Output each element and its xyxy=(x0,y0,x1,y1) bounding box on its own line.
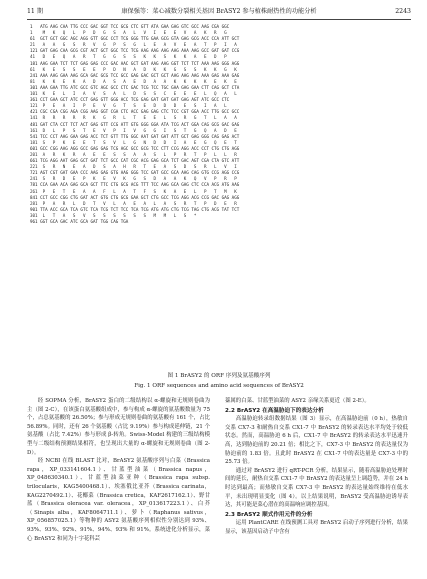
sequence-nucleotide-row: 481 GAT CTA CCT TCT ACT GAG GTT CCG ATT GTG GGG GGA ATA TCG ACT GGA CAG GCG GAC GAG xyxy=(30,121,240,127)
sequence-amino-acid-row: 61 K E S S E E P D N A D K K G S S K K G K xyxy=(30,66,237,72)
sequence-nucleotide-row: 241 AAA AAG GAA AAG GCA GAC GCG TCC GCC GAG GAC GCT GCT AAG AAG AAG AAA GAG AAA GAG xyxy=(30,72,240,78)
running-title: 康保强等：菜心减数分裂相关基因 BrASY2 参与植株耐热性的功能分析 xyxy=(121,8,317,15)
sequence-nucleotide-row: 961 GGT GCA GAC ATC GCA GAT TGG CAG TGA xyxy=(30,219,129,224)
sequence-amino-acid-row: 101 K E L I A V S A L D S S C E E E L Q A L xyxy=(30,91,237,97)
sequence-amino-acid-row: 141 R R R R R K G R L T E E L S R G T L A A xyxy=(30,115,237,121)
sequence-nucleotide-row: 121 GAT GAG CAA GCG CGT ACT GCT GGC TCC TCG AAG AAG AAG AAG AAA AAG GCC GAT GAT CCG xyxy=(30,48,240,54)
sequence-figure xyxy=(30,24,400,225)
sequence-amino-acid-row: 301 L T A S V S S S S S S M M L S * xyxy=(30,212,197,218)
left-column xyxy=(27,397,210,543)
sequence-amino-acid-row: 281 P A R L D T V L A E A L A S R T P D E R xyxy=(30,200,237,206)
header-rule xyxy=(27,19,411,20)
figure-caption-en: Fig. 1 ORF sequences and amino acid sequences of BrASY2 xyxy=(134,383,304,389)
sequence-amino-acid-row: 41 D E Q A R T G G S S K K S K K A E D P xyxy=(30,54,227,60)
sequence-nucleotide-row: 181 AAG GAA TCT TCT GAG GAG CCC GAC AAC GCT GAT AAG AAG GGT TCT TCT AAA AAG GGG AGG xyxy=(30,60,240,66)
sequence-nucleotide-row: 421 CGC CGA CGG AGA CGG AAG GGT CGA CTC ACC GAG GAG CTC TCC CGT GGA ACC TTG GCC GCC xyxy=(30,109,240,115)
sequence-nucleotide-row: 901 TTA ACC GCA TCA GTC TCA TCG TCT TCC TCA TCG ATG ATG CTG TCG TAG CTG ACG TAT TCT xyxy=(30,206,240,212)
sequence-nucleotide-row: 721 AGT CGT GAT GAA CCC AAG GAG GTG AAG GGG TCC GAT GCC GCA AAG CAG GTG CCG AGG CCG xyxy=(30,170,240,176)
sequence-nucleotide-row: 301 AAA GAA TTG ATC GCC GTC AGC GCC CTC GAC TCG TCC TGC GAA GAG GAA CTT CAG GCT CTA xyxy=(30,84,240,90)
sequence-amino-acid-row: 21 A A G S R V G P S G L E A V E A T P I A xyxy=(30,42,237,48)
paragraph-blast-comparison: 经 NCBI 在线 BLAST 比对，BrASY2 氨基酸序列与白菜（Brassica rapa，XP_033141604.1）、甘蓝型油菜（Brassica napus，XP_048630340.1）、甘蓝型油菜亚种（Brassica rapa subsp. trilocularis，KAG5400468.1）、埃塞俄比亚芥（Brassica carinata，KAG2270492.1）、花椰菜（Brassica cretica，KAF2617162.1）、野甘蓝（Brassica oleracea var. oleracea，XP_013617223.1）、白芥（Sinapis alba，KAF8064711.1）、萝卜（Raphanus sativus，XP_056857025.1）等物种的 ASY2 氨基酸序列相似性分别达到 93%、93%、93%、92%、91%、94%、93% 和 91%。系统进化分析显示，菜心 BrASY2 和同为十字花科芸 xyxy=(27,458,210,542)
paragraph-phylogeny: 薹属的白菜、甘蓝型油菜的 ASY2 亲缘关系更近（图 2-E）。 xyxy=(225,398,370,404)
running-header xyxy=(27,6,411,18)
paragraph-secondary-structure: 经 SOPMA 分析，BrASY2 蛋白的二级结构以 α-螺旋和无规则卷曲为主（图 2-C），在该蛋白氨基酸组成中，参与构成 α-螺旋的氨基酸数量为 75 个，占总氨基酸的 26.50%；参与形成无规则卷曲的氨基酸有 161 个，占比 56.89%。同时，还有 26 个氨基酸（占比 9.19%）参与构成延伸链，21 个氨基酸（占比 7.42%）参与形成 β-转角。Swiss-Model 构建的三级结构模型与二级结构预测结果相符，也呈现出大量的 α-螺旋和无规则卷曲（图 2-D）。 xyxy=(27,398,210,456)
page-number: 2243 xyxy=(395,8,411,15)
sequence-amino-acid-row: 261 P E T E A A F L A T F S K A E L P T M K xyxy=(30,188,237,194)
sequence-nucleotide-row: 361 CCT GAA GCT ATC CCT GAG GTT GGG ACC TCG GAG GAT GAT GAT GAG AGT ATC GCC CTC xyxy=(30,97,230,103)
section-heading-2-3: 2.3 BrASY2 顺式作用元件的分析 xyxy=(225,511,313,518)
sequence-nucleotide-row: 601 GCC CGG AAG AGG GCC GAG GAG TCG AGC GCC GCG TCC CTT CCG AGG ACC CCT CTG CTG AGG xyxy=(30,145,240,151)
right-column xyxy=(225,397,408,537)
sequence-amino-acid-row: 161 D L P S T E V P I V G G I S T G Q A D E xyxy=(30,127,237,133)
sequence-amino-acid-row: 221 S R N E A D S A H R T E A S D S R L V I xyxy=(30,164,237,170)
paragraph-qrt-pcr: 通过对 BrASY2 进行 qRT-PCR 分析，结果显示，随着高温胁迫处理时间的延长，耐热自交系 CX1-7 中 BrASY2 的表达量呈上调趋势，并在 24 h 时达到最高；而热敏自交系 CX7-3 中 BrASY2 的表达量始终维持在低水平，未出现明显变化（图 4）。以上结果说明，BrASY2 受高温胁迫诱导表达，其可能是菜心潜在的高温响应调控基因。 xyxy=(225,467,408,509)
sequence-amino-acid-row: 1 M K Q L P D G S A L V I E E V A K R G xyxy=(30,30,227,36)
sequence-amino-acid-row: 121 P E A I P E V G T S E D D D E S I A L xyxy=(30,103,227,109)
sequence-amino-acid-row: 81 K K E K A D A S A E D A A K K K K E K E xyxy=(30,78,237,84)
sequence-nucleotide-row: 841 CCT GCC CGG CTG GAT ACT GTG CTG GCG GAA GCT CTG GCC TCG AGG ACG CCG GAC GAG AGG xyxy=(30,194,240,200)
sequence-nucleotide-row: 661 TCG AGG AAT GAG GCT GAT TCT GCC CAT CGC ACG GAG GCA TCT GAC AGT CGA CTA GTC ATT xyxy=(30,158,240,164)
sequence-amino-acid-row: 181 S P K E E T S V L G N D D I A E G Q E T xyxy=(30,139,237,145)
paragraph-transcriptome: 高温胁迫转录组数据结果（图 3）显示，在高温胁迫前（0 h），热敏自交系 CX7-3 和耐热自交系 CX1-7 中 BrASY2 的转录表达水平均处于较低状态。然而，高温胁迫 6 h 后，CX1-7 中 BrASY2 的转录表达水平迅速升高，达到胁迫前的 20.21 倍；相比之下，CX7-3 中 BrASY2 的表达量仅为胁迫前的 1.83 倍。且此时 BrASY2 在 CX1-7 中的表达量是 CX7-3 中的 25.73 倍。 xyxy=(225,416,408,466)
sequence-nucleotide-row: 541 TCC CCT AAG GAA GAG ACC TCT GTT TTG GGC AAT GAT GAT ATT GCT GAG GGG CAG GAG ACT xyxy=(30,133,240,139)
sequence-nucleotide-row: 781 CCA GAA ACA GAG GCA GCT TTC CTG GCG ACG TTT TCC AAG GCA GAG CTC CCA ACG ATG AAG xyxy=(30,182,240,188)
section-heading-2-2: 2.2 BrASY2 在高温胁迫下的表达分析 xyxy=(225,407,324,414)
figure-caption-zh: 图 1 BrASY2 的 ORF 序列及氨基酸序列 xyxy=(167,373,271,379)
issue-number: 11 期 xyxy=(27,8,44,15)
sequence-nucleotide-row: 61 GCT GCT GGC AGC AGG GTT GGC CCT TCG GGG TTG GAA GCG GTA GAG GCG ACC CCA ATT GCT xyxy=(30,36,240,42)
sequence-nucleotide-row: 1 ATG AAG CAA TTG CCC GAC GGT TCC GCG CTC GTT ATA GAA GAG GTC GCC AAG CGA GGC xyxy=(30,24,230,29)
sequence-amino-acid-row: 201 A R K R A E E S S A A S L P R T P L L R xyxy=(30,151,237,157)
paragraph-cis-elements: 运用 PlantCARE 在线预测工具对 BrASY2 启动子序列进行分析，结果显示，该基因启动子中含有 xyxy=(225,520,408,535)
sequence-amino-acid-row: 241 S R D E P K E V K G S D A A K Q V P R P xyxy=(30,176,237,182)
